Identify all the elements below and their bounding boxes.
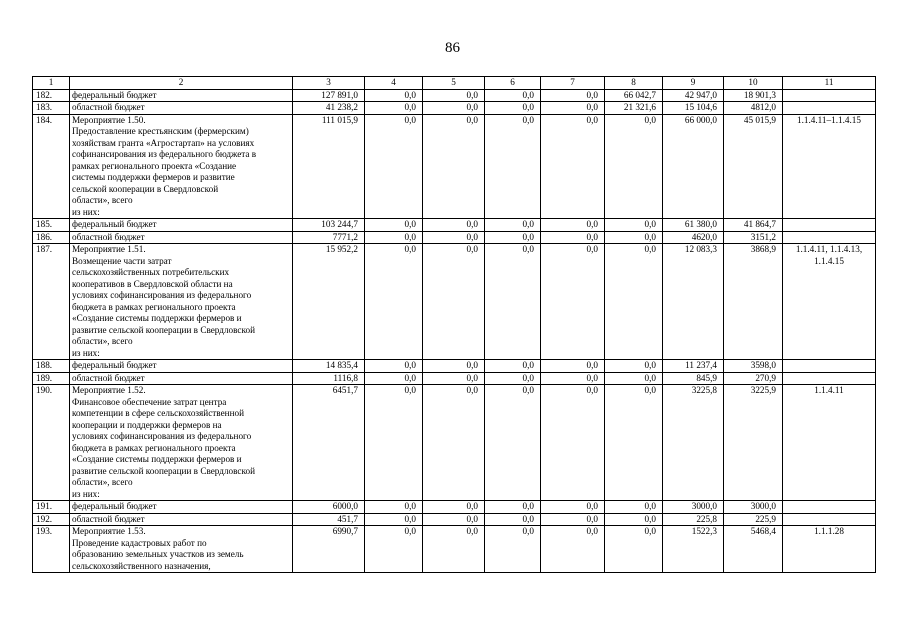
row-number: 185.: [33, 219, 70, 232]
amount-cell: 18 901,3: [724, 89, 783, 102]
description-line: федеральный бюджет: [72, 219, 157, 229]
amount-cell: 14 835,4: [293, 360, 365, 373]
amount-cell: 0,0: [605, 244, 663, 360]
amount-cell: 111 015,9: [293, 114, 365, 219]
amount-cell: 66 000,0: [663, 114, 724, 219]
amount-cell: 845,9: [663, 372, 724, 385]
description-line: области», всего: [72, 477, 133, 487]
description-line: «Создание системы поддержки фермеров и: [72, 454, 242, 464]
amount-cell: 41 864,7: [724, 219, 783, 232]
amount-cell: 0,0: [423, 102, 485, 115]
amount-cell: 0,0: [485, 244, 541, 360]
amount-cell: 0,0: [423, 231, 485, 244]
header-cell: 2: [70, 77, 293, 90]
target-code-line: 1.1.1.28: [814, 526, 844, 536]
amount-cell: 1116,8: [293, 372, 365, 385]
item-description: [70, 89, 293, 102]
row-number: 186.: [33, 231, 70, 244]
header-cell: 11: [783, 77, 876, 90]
budget-table: [32, 76, 876, 573]
amount-cell: 0,0: [541, 244, 605, 360]
amount-cell: 0,0: [365, 372, 423, 385]
amount-cell: 0,0: [365, 89, 423, 102]
amount-cell: 45 015,9: [724, 114, 783, 219]
amount-cell: 0,0: [541, 219, 605, 232]
table-row: [33, 89, 876, 102]
amount-cell: 0,0: [485, 385, 541, 501]
header-cell: 8: [605, 77, 663, 90]
amount-cell: 1522,3: [663, 526, 724, 573]
amount-cell: 3000,0: [724, 501, 783, 514]
row-number: 193.: [33, 526, 70, 573]
amount-cell: 0,0: [541, 114, 605, 219]
item-description: [70, 372, 293, 385]
description-line: кооперативов в Свердловской области на: [72, 278, 233, 289]
row-number: 190.: [33, 385, 70, 501]
row-number: 192.: [33, 513, 70, 526]
target-code: [783, 372, 876, 385]
amount-cell: 0,0: [485, 219, 541, 232]
description-line: «Создание системы поддержки фермеров и: [72, 313, 242, 323]
header-cell: 9: [663, 77, 724, 90]
amount-cell: 61 380,0: [663, 219, 724, 232]
description-line: Мероприятие 1.50.: [72, 114, 146, 125]
amount-cell: 0,0: [605, 513, 663, 526]
amount-cell: 0,0: [541, 501, 605, 514]
amount-cell: 225,9: [724, 513, 783, 526]
item-description: [70, 114, 293, 219]
description-line: федеральный бюджет: [72, 89, 157, 100]
target-code: [783, 219, 876, 232]
amount-cell: 0,0: [541, 372, 605, 385]
row-number: 191.: [33, 501, 70, 514]
amount-cell: 0,0: [365, 231, 423, 244]
amount-cell: 0,0: [605, 231, 663, 244]
description-line: бюджета в рамках регионального проекта: [72, 442, 236, 453]
amount-cell: 451,7: [293, 513, 365, 526]
target-code: [783, 114, 876, 219]
amount-cell: 0,0: [605, 526, 663, 573]
amount-cell: 0,0: [423, 372, 485, 385]
amount-cell: 0,0: [365, 114, 423, 219]
target-code: [783, 102, 876, 115]
table-row: [33, 372, 876, 385]
amount-cell: 270,9: [724, 372, 783, 385]
amount-cell: 0,0: [485, 360, 541, 373]
amount-cell: 42 947,0: [663, 89, 724, 102]
amount-cell: 0,0: [423, 219, 485, 232]
amount-cell: 0,0: [541, 526, 605, 573]
target-code: [783, 231, 876, 244]
target-code-line: 1.1.4.11: [814, 385, 844, 395]
amount-cell: 0,0: [423, 513, 485, 526]
table-row: [33, 385, 876, 501]
amount-cell: 0,0: [605, 114, 663, 219]
amount-cell: 0,0: [541, 385, 605, 501]
header-cell: 3: [293, 77, 365, 90]
amount-cell: 0,0: [423, 385, 485, 501]
amount-cell: 0,0: [365, 385, 423, 501]
description-line: хозяйствам гранта «Агростартап» на условиях: [72, 137, 255, 148]
amount-cell: 127 891,0: [293, 89, 365, 102]
description-line: Финансовое обеспечение затрат центра: [72, 396, 227, 407]
amount-cell: 7771,2: [293, 231, 365, 244]
header-cell: 4: [365, 77, 423, 90]
item-description: [70, 501, 293, 514]
description-line: области», всего: [72, 336, 133, 346]
description-line: Проведение кадастровых работ по: [72, 537, 207, 548]
item-description: [70, 526, 293, 573]
amount-cell: 0,0: [365, 244, 423, 360]
header-cell: 7: [541, 77, 605, 90]
amount-cell: 0,0: [365, 360, 423, 373]
table-row: [33, 501, 876, 514]
description-line: федеральный бюджет: [72, 501, 157, 511]
description-line: Мероприятие 1.51.: [72, 244, 146, 254]
description-line: из них:: [72, 347, 100, 358]
description-line: областной бюджет: [72, 231, 145, 242]
target-code-line: 1.1.4.11, 1.1.4.13,: [795, 244, 863, 254]
description-line: областной бюджет: [72, 513, 145, 524]
target-code: [783, 89, 876, 102]
description-line: из них:: [72, 488, 100, 499]
row-number: 189.: [33, 372, 70, 385]
description-line: сельскохозяйственного назначения,: [72, 560, 211, 571]
target-code: [783, 360, 876, 373]
amount-cell: 15 104,6: [663, 102, 724, 115]
table-row: [33, 219, 876, 232]
amount-cell: 11 237,4: [663, 360, 724, 373]
table-row: [33, 231, 876, 244]
description-line: образованию земельных участков из земель: [72, 549, 244, 559]
description-line: сельскохозяйственных потребительских: [72, 267, 230, 277]
amount-cell: 0,0: [541, 360, 605, 373]
amount-cell: 5468,4: [724, 526, 783, 573]
amount-cell: 6990,7: [293, 526, 365, 573]
table-row: [33, 360, 876, 373]
amount-cell: 0,0: [541, 102, 605, 115]
page-number: 86: [445, 40, 460, 56]
description-line: Предоставление крестьянским (фермерским): [72, 126, 249, 136]
description-line: системы поддержки фермеров и развитие: [72, 172, 235, 182]
amount-cell: 6000,0: [293, 501, 365, 514]
item-description: [70, 360, 293, 373]
table-row: [33, 114, 876, 219]
target-code: [783, 513, 876, 526]
description-line: рамках регионального проекта «Создание: [72, 160, 237, 171]
row-number: 184.: [33, 114, 70, 219]
row-number: 187.: [33, 244, 70, 360]
target-code: [783, 385, 876, 501]
table-body: [33, 77, 876, 573]
description-line: области», всего: [72, 195, 133, 205]
amount-cell: 0,0: [423, 89, 485, 102]
amount-cell: 0,0: [541, 89, 605, 102]
amount-cell: 0,0: [485, 513, 541, 526]
description-line: сельской кооперации в Свердловской: [72, 183, 219, 194]
item-description: [70, 244, 293, 360]
amount-cell: 0,0: [365, 501, 423, 514]
amount-cell: 0,0: [605, 372, 663, 385]
amount-cell: 3225,9: [724, 385, 783, 501]
amount-cell: 0,0: [365, 526, 423, 573]
header-row: [33, 77, 876, 90]
description-line: условиях софинансирования из федерального: [72, 290, 252, 300]
amount-cell: 0,0: [365, 102, 423, 115]
amount-cell: 0,0: [541, 231, 605, 244]
amount-cell: 3225,8: [663, 385, 724, 501]
amount-cell: 12 083,3: [663, 244, 724, 360]
row-number: 183.: [33, 102, 70, 115]
row-number: 182.: [33, 89, 70, 102]
amount-cell: 0,0: [485, 114, 541, 219]
amount-cell: 0,0: [605, 501, 663, 514]
amount-cell: 0,0: [365, 513, 423, 526]
amount-cell: 0,0: [423, 244, 485, 360]
table-row: [33, 244, 876, 360]
header-cell: 6: [485, 77, 541, 90]
description-line: компетенции в сфере сельскохозяйственной: [72, 408, 244, 418]
amount-cell: 0,0: [605, 219, 663, 232]
description-line: из них:: [72, 206, 100, 217]
amount-cell: 3151,2: [724, 231, 783, 244]
header-cell: 5: [423, 77, 485, 90]
item-description: [70, 219, 293, 232]
description-line: областной бюджет: [72, 102, 145, 112]
table-row: [33, 102, 876, 115]
amount-cell: 0,0: [423, 360, 485, 373]
table-row: [33, 513, 876, 526]
amount-cell: 4620,0: [663, 231, 724, 244]
description-line: Мероприятие 1.52.: [72, 385, 146, 395]
item-description: [70, 513, 293, 526]
description-line: условиях софинансирования из федерального: [72, 431, 252, 441]
amount-cell: 4812,0: [724, 102, 783, 115]
amount-cell: 0,0: [541, 513, 605, 526]
amount-cell: 225,8: [663, 513, 724, 526]
description-line: Возмещение части затрат: [72, 255, 172, 266]
description-line: федеральный бюджет: [72, 360, 157, 370]
target-code: [783, 526, 876, 573]
item-description: [70, 231, 293, 244]
amount-cell: 21 321,6: [605, 102, 663, 115]
amount-cell: 0,0: [485, 89, 541, 102]
description-line: софинансирования из федерального бюджета в: [72, 149, 257, 159]
header-cell: 1: [33, 77, 70, 90]
target-code: [783, 501, 876, 514]
amount-cell: 103 244,7: [293, 219, 365, 232]
target-code-line: 1.1.4.11–1.1.4.15: [797, 114, 861, 125]
amount-cell: 6451,7: [293, 385, 365, 501]
amount-cell: 0,0: [605, 385, 663, 501]
target-code-line: 1.1.4.15: [814, 255, 844, 266]
row-number: 188.: [33, 360, 70, 373]
description-line: бюджета в рамках регионального проекта: [72, 301, 236, 312]
amount-cell: 0,0: [605, 360, 663, 373]
amount-cell: 0,0: [423, 114, 485, 219]
amount-cell: 0,0: [485, 372, 541, 385]
description-line: Мероприятие 1.53.: [72, 526, 146, 536]
amount-cell: 0,0: [423, 501, 485, 514]
amount-cell: 41 238,2: [293, 102, 365, 115]
amount-cell: 0,0: [485, 526, 541, 573]
amount-cell: 0,0: [485, 501, 541, 514]
amount-cell: 0,0: [365, 219, 423, 232]
amount-cell: 0,0: [485, 102, 541, 115]
description-line: областной бюджет: [72, 372, 145, 383]
description-line: развитие сельской кооперации в Свердловской: [72, 324, 256, 335]
description-line: развитие сельской кооперации в Свердловской: [72, 465, 256, 476]
item-description: [70, 102, 293, 115]
header-cell: 10: [724, 77, 783, 90]
amount-cell: 0,0: [423, 526, 485, 573]
target-code: [783, 244, 876, 360]
item-description: [70, 385, 293, 501]
amount-cell: 3598,0: [724, 360, 783, 373]
amount-cell: 0,0: [485, 231, 541, 244]
amount-cell: 15 952,2: [293, 244, 365, 360]
amount-cell: 3868,9: [724, 244, 783, 360]
amount-cell: 3000,0: [663, 501, 724, 514]
description-line: кооперации и поддержки фермеров на: [72, 419, 222, 430]
table-row: [33, 526, 876, 573]
amount-cell: 66 042,7: [605, 89, 663, 102]
